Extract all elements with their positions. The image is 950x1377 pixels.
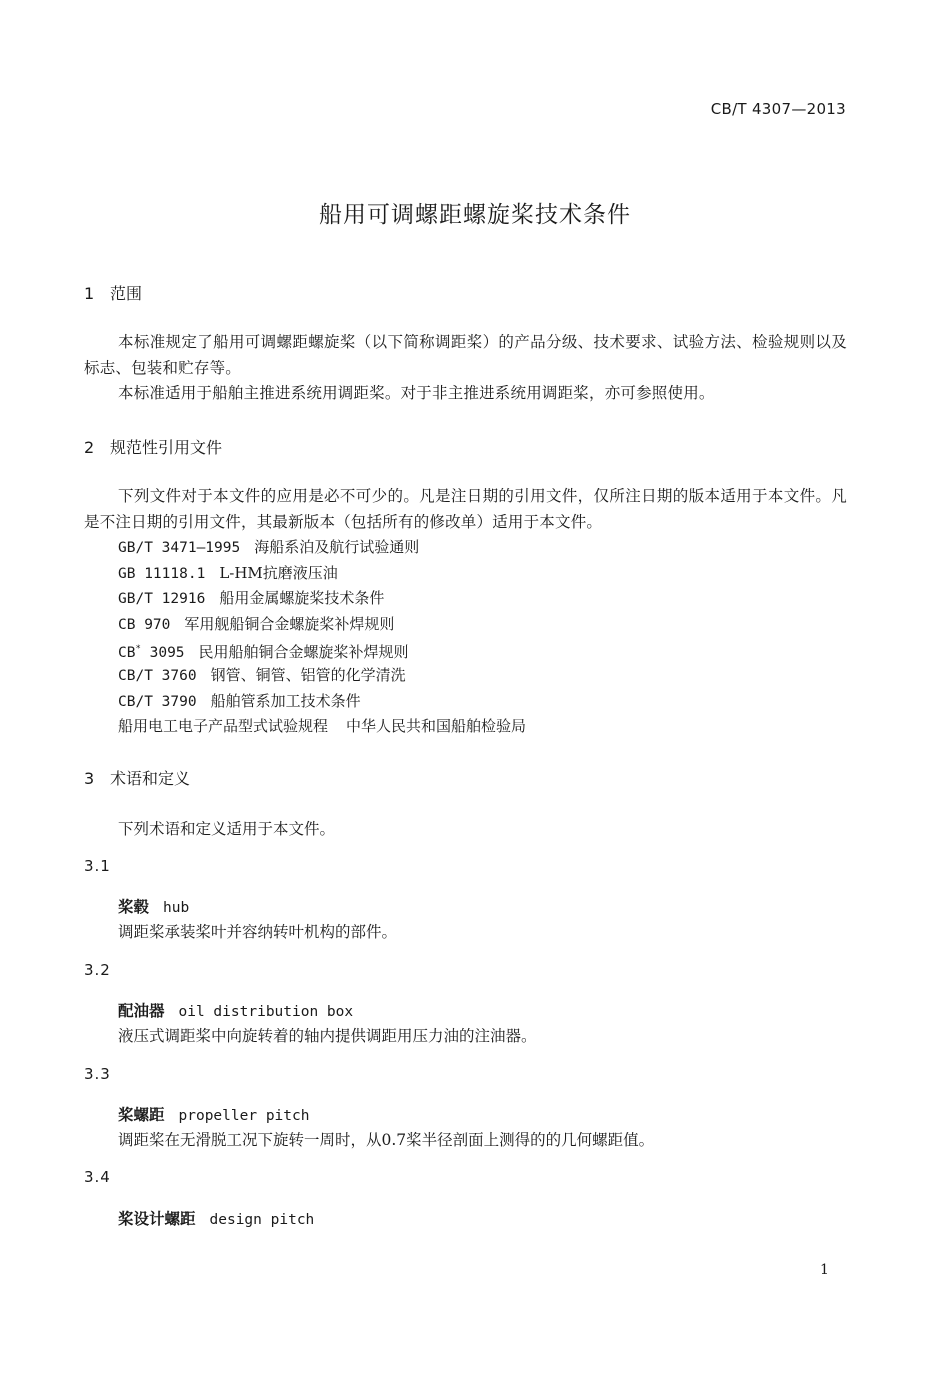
reference-item: [118, 637, 526, 663]
reference-item: [118, 612, 526, 638]
reference-item: [118, 535, 526, 561]
reference-code: GB 11118.1: [118, 565, 206, 582]
reference-code-number: 3095: [140, 645, 185, 662]
reference-title: 船用金属螺旋桨技术条件: [219, 589, 385, 608]
reference-code: CB/T 3790: [118, 693, 197, 710]
reference-title: 船用电工电子产品型式试验规程: [118, 717, 329, 736]
term-english: oil distribution box: [178, 1004, 354, 1020]
term-chinese: 桨设计螺距: [118, 1210, 196, 1228]
term-chinese: 桨螺距: [118, 1106, 165, 1124]
section-title: 术语和定义: [110, 769, 191, 788]
references-intro: 下列文件对于本文件的应用是必不可少的。凡是注日期的引用文件，仅所注日期的版本适用于本文件。凡是不注日期的引用文件，其最新版本（包括所有的修改单）适用于本文件。: [84, 487, 847, 531]
term-number: 3.3: [84, 1065, 111, 1083]
reference-code-prefix: CB: [118, 645, 136, 662]
reference-title: 船舶管系加工技术条件: [210, 691, 361, 710]
reference-title: 钢管、铜管、铝管的化学清洗: [210, 665, 406, 684]
term-entry: [118, 999, 353, 1021]
reference-list: [118, 535, 526, 740]
term-number: 3.1: [84, 857, 111, 875]
reference-organization: 中华人民共和国船舶检验局: [346, 717, 527, 736]
reference-item: [118, 561, 526, 587]
section-title: 规范性引用文件: [110, 438, 223, 457]
standard-code: CB/T 4307—2013: [710, 100, 846, 118]
section-title: 范围: [110, 284, 143, 303]
reference-item: [118, 663, 526, 689]
section-number: 3: [84, 769, 95, 788]
reference-code: GB/T 12916: [118, 591, 206, 608]
term-definition: 调距桨在无滑脱工况下旋转一周时，从0.7桨半径剖面上测得的的几何螺距值。: [118, 1131, 655, 1149]
reference-code: CB 970: [118, 616, 171, 633]
reference-code: CB/T 3760: [118, 667, 197, 684]
term-entry: [118, 895, 189, 917]
term-entry: [118, 1103, 309, 1125]
term-definition: 调距桨承装桨叶并容纳转叶机构的部件。: [118, 923, 398, 941]
reference-item: [118, 714, 526, 740]
term-number: 3.4: [84, 1168, 111, 1186]
reference-title: 军用舰船铜合金螺旋桨补焊规则: [184, 614, 395, 633]
section-heading-references: [84, 435, 222, 458]
reference-title: 海船系泊及航行试验通则: [254, 538, 420, 556]
reference-code-superscript: *: [135, 644, 141, 655]
term-chinese: 桨毂: [118, 898, 150, 916]
term-english: propeller pitch: [178, 1108, 310, 1124]
term-english: hub: [163, 900, 190, 916]
reference-item: [118, 689, 526, 715]
term-chinese: 配油器: [118, 1002, 165, 1020]
term-definition: 液压式调距桨中向旋转着的轴内提供调距用压力油的注油器。: [118, 1027, 537, 1045]
scope-paragraph-1: 本标准规定了船用可调螺距螺旋桨（以下简称调距桨）的产品分级、技术要求、试验方法、检验规则以及标志、包装和贮存等。: [84, 333, 847, 377]
page-number: 1: [820, 1262, 829, 1278]
section-number: 2: [84, 438, 95, 457]
term-english: design pitch: [209, 1212, 315, 1228]
terms-intro: 下列术语和定义适用于本文件。: [118, 820, 336, 838]
scope-paragraph-2: 本标准适用于船舶主推进系统用调距桨。对于非主推进系统用调距桨，亦可参照使用。: [118, 384, 715, 402]
reference-code: GB/T 3471—1995: [118, 540, 241, 556]
section-heading-terms: [84, 766, 190, 789]
section-heading-scope: [84, 281, 142, 304]
term-number: 3.2: [84, 961, 111, 979]
reference-item: [118, 586, 526, 612]
section-number: 1: [84, 284, 95, 303]
reference-title: L-HM抗磨液压油: [219, 563, 338, 582]
reference-code: [118, 645, 185, 661]
term-entry: [118, 1207, 314, 1229]
document-title: 船用可调螺距螺旋桨技术条件: [319, 202, 631, 228]
reference-title: 民用船舶铜合金螺旋桨补焊规则: [198, 643, 409, 662]
